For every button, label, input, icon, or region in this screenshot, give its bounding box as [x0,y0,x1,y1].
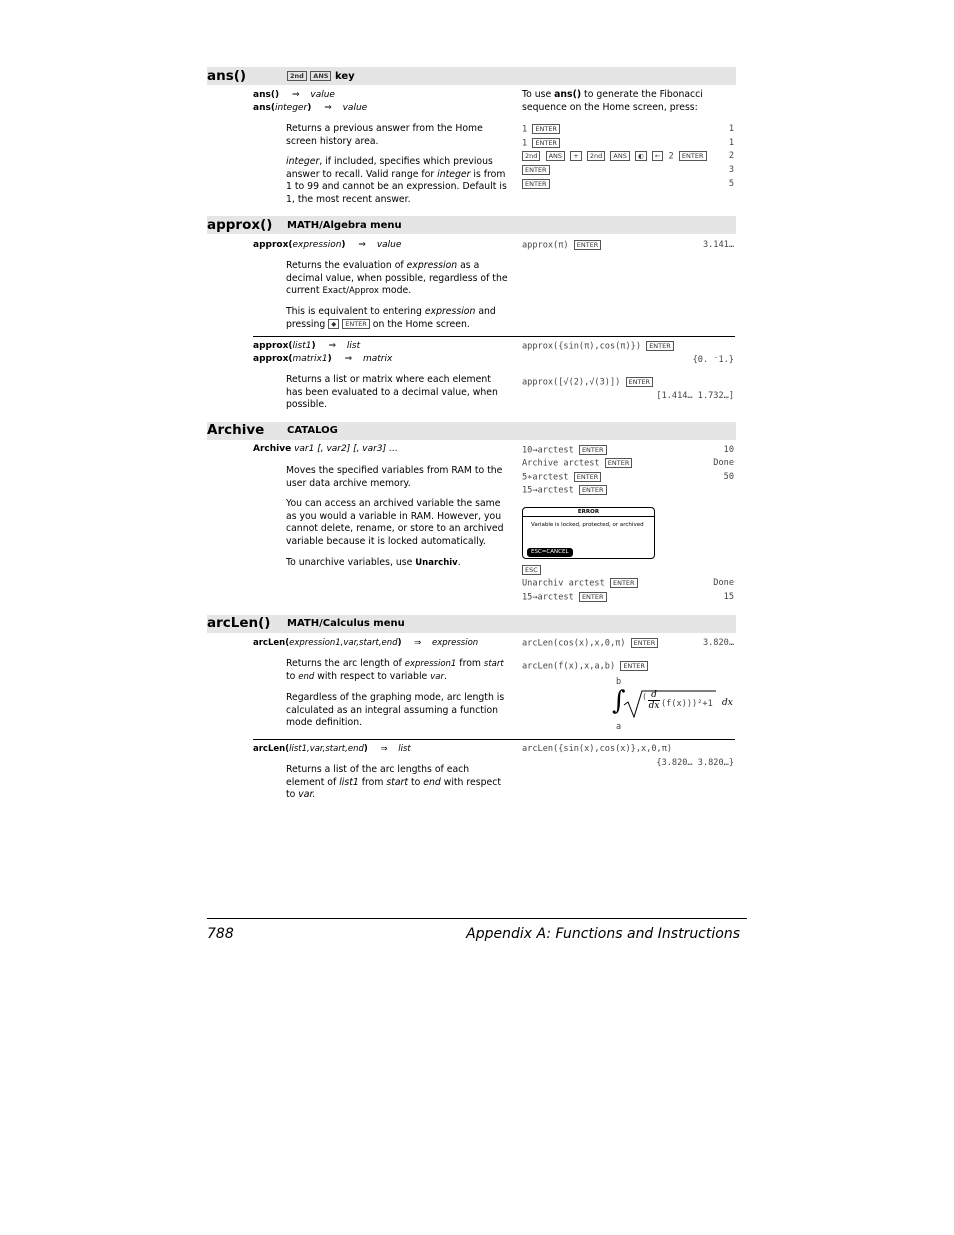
ans-example-line: 1 ENTER 1 [522,124,734,135]
arclen-desc-3: Returns a list of the arc lengths of each element of list1 from start to end with respect to var. [286,764,501,800]
arclen-separator [253,739,735,740]
arrow-icon: ⇒ [328,341,336,351]
arclen-menu: MATH/Calculus menu [287,618,405,629]
syntax-arg: integer [274,103,308,113]
footer-title: Appendix A: Functions and Instructions [466,926,740,942]
approx-example-3-result: [1.414… 1.732…] [656,391,734,401]
approx-desc-2: This is equivalent to entering expression and pressing ◆ ENTER on the Home screen. [286,306,496,330]
arclen-example-3-result: {3.820… 3.820…} [656,758,734,768]
arrow-icon: ⇒ [358,240,366,250]
approx-syntax-1: approx(expression) ⇒ value [253,240,402,250]
ans-desc-2: integer, if included, specifies which previous answer to recall. Valid range for integer is from 1 to 99 and cannot be an expression. Default is 1, the most recent answer. [286,156,507,205]
footer-rule [207,918,747,919]
arrow-icon: ⇒ [380,744,388,754]
diamond-key: ◆ [328,319,339,329]
arclen-syntax-2: arcLen(list1,var,start,end) ⇒ list [253,744,411,754]
approx-function-name: approx() [207,217,273,233]
archive-desc-2: You can access an archived variable the same as you would a variable in RAM. However, you cannot delete, rename, or store to an archived variable because it is locked automatically. [286,498,504,547]
archive-example-line: Unarchiv arctest ENTER Done [522,578,734,589]
approx-desc-3: Returns a list or matrix where each element has been evaluated to a decimal value, when possible. [286,374,498,410]
arclen-function-name: arcLen() [207,615,271,631]
approx-menu: MATH/Algebra menu [287,220,402,231]
archive-example-line: 15→arctest ENTER [522,485,734,498]
archive-example-line: 15→arctest ENTER 15 [522,592,734,603]
ans-syntax-1 [253,89,335,102]
key-2nd: 2nd [287,71,307,81]
error-dialog-screenshot [522,507,655,559]
approx-syntax-2: approx(list1) ⇒ list [253,341,361,351]
approx-example-1: approx(π) ENTER 3.141… [522,240,734,251]
integral-lower-limit: a [616,722,622,732]
archive-example-line: 5∗arctest ENTER 50 [522,472,734,483]
approx-separator [253,336,735,337]
archive-function-name: Archive [207,422,265,438]
arrow-icon: ⇒ [414,638,422,648]
syntax-fn: ans( [253,103,275,113]
esc-cancel-button: ESC=CANCEL [527,548,573,557]
arrow-icon: ⇒ [324,103,332,113]
enter-key: ENTER [342,319,370,329]
archive-desc-3: To unarchive variables, use Unarchiv. [286,557,461,568]
page-number: 788 [207,926,234,942]
archive-syntax: Archive var1 [, var2] [, var3] … [253,444,398,454]
syntax-close: ) [307,103,312,113]
ans-desc-1: Returns a previous answer from the Home screen history area. [286,123,483,147]
integral-open-paren: ( [643,692,647,701]
integral-sign-icon: ∫ [612,686,626,716]
arclen-syntax-1: arcLen(expression1,var,start,end) ⇒ expression [253,638,479,648]
approx-syntax-3: approx(matrix1) ⇒ matrix [253,354,393,364]
integral-upper-limit: b [616,677,622,687]
approx-example-2-input: approx({sin(π),cos(π)}) ENTER [522,341,734,354]
ans-syntax-2 [253,102,367,115]
arclen-example-3-input: arcLen({sin(x),cos(x)},x,0,π) [522,744,673,754]
ans-menu-suffix: key [334,71,355,82]
approx-example-3-input: approx([√(2),√(3)]) ENTER [522,377,734,390]
ans-menu-keys [287,71,355,82]
ans-example-line: ENTER 5 [522,179,734,192]
ans-example-line: ENTER 3 [522,165,734,178]
ans-example-intro: To use ans() to generate the Fibonacci sequence on the Home screen, press: [522,89,703,113]
approx-example-2-result: {0. ⁻1.} [692,355,734,365]
arclen-example-2: arcLen(f(x),x,a,b) ENTER [522,661,734,674]
ans-example-line: 2nd ANS + 2nd ANS ◐ ← 2 ENTER 2 [522,151,734,164]
arclen-desc-1: Returns the arc length of expression1 from start to end with respect to variable var. [286,658,504,682]
key-ans: ANS [310,71,331,81]
archive-desc-1: Moves the specified variables from RAM to the user data archive memory. [286,465,503,489]
arclen-example-1: arcLen(cos(x),x,0,π) ENTER 3.820… [522,638,734,649]
integral-body: (f(x)))²+1 [661,699,713,709]
arclen-desc-2: Regardless of the graphing mode, arc length is calculated as an integral assuming a function mode definition. [286,692,505,728]
archive-esc-line [522,565,734,578]
syntax-result: value [310,90,335,100]
integral-dx: dx [722,698,733,708]
error-dialog-message: Variable is locked, protected, or archived [531,522,644,528]
ans-example-line: 1 ENTER 1 [522,138,734,149]
esc-key: ESC [522,565,541,575]
error-dialog-title: ERROR [523,508,654,517]
archive-example-line: 10→arctest ENTER 10 [522,445,734,456]
archive-example-line: Archive arctest ENTER Done [522,458,734,469]
approx-desc-1: Returns the evaluation of expression as a decimal value, when possible, regardless of the current Exact/Approx mode. [286,260,508,296]
derivative-fraction: d dx [648,690,660,711]
arrow-icon: ⇒ [291,90,300,100]
ans-function-name: ans() [207,68,247,84]
syntax-fn: ans() [253,90,280,100]
syntax-result: value [342,103,368,113]
archive-menu: CATALOG [287,425,338,436]
arrow-icon: ⇒ [344,354,353,364]
